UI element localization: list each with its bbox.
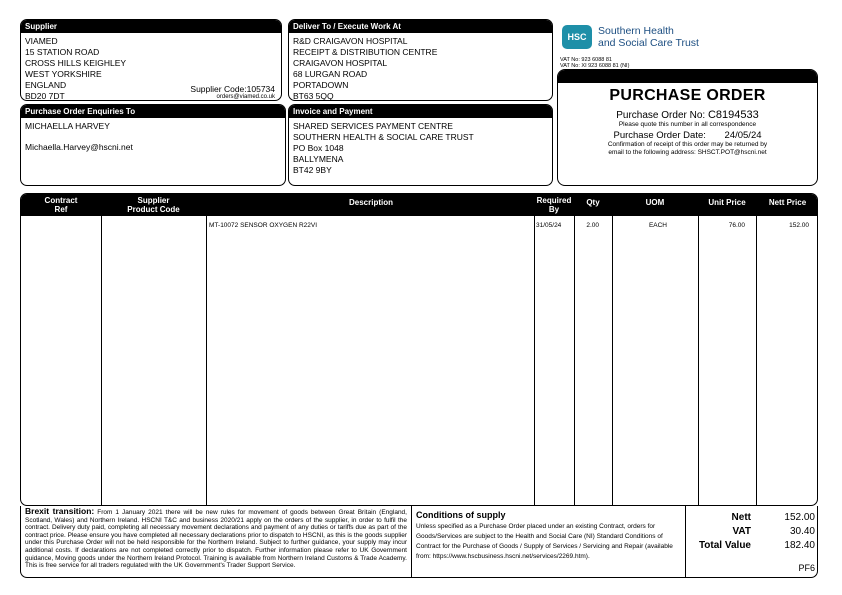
col-qty [574,198,612,207]
cell-nett-price: 152.00 [789,222,809,229]
brexit-notice [20,506,412,578]
cell-unit-price: 76.00 [728,222,745,229]
conditions-text: Unless specified as a Purchase Order placed under an existing Contract, orders for Goods/Services are subject to the Health and Social Care (NI) Standard Conditions of Contract for the Purchase of Goods / Supply of Services / Servicing and Repair (available from: https://www.hscbusiness.hscni.net/services/2269.htm). [416,523,673,560]
invoice-line: PO Box 1048 [293,143,344,153]
trust-name-line1: Southern Health [598,25,674,37]
nett-total-row [686,512,817,524]
col-label: Required [536,196,572,205]
enquiries-heading: Purchase Order Enquiries To [21,105,285,118]
conditions-title: Conditions of supply [416,510,506,520]
col-label: Product Code [127,205,180,214]
supplier-line: ENGLAND [25,80,67,90]
po-number-value: C8194533 [707,109,759,121]
brexit-title: Brexit transition: [25,506,95,516]
table-header [21,194,817,216]
po-email-note-1: Confirmation of receipt of this order may be returned by [607,141,768,148]
vat-row [686,526,817,538]
vat-label: VAT [732,526,751,537]
brexit-body: From 1 January 2021 there will be new rules for movement of goods between Great Britain (England, Scotland, Wales) and Northern Ireland. HSCNI T&C and business 2020/21 apply on the orders of the supplier, in order to fulfil the contract. Delivery duty paid, completing all necessary movement declarations and payment of any duties or tariffs due as part of the contract price. Please ensure you have completed all necessary declarations prior to dispatch to HSCNI, as this is the goods supplier under this Purchase Order will not be held responsible for the Northern Ireland. Subject to further guidance, your supply may incur additional costs. If declarations are not completed correctly prior to dispatch. Further information please refer to UK Government guidance, Moving goods under the Northern Ireland Protocol. Training is available from Northern Ireland Customs & Trade Academy. This is free service for all traders regulated with the UK Government's Trader Support Service. [25,509,407,570]
deliver-to-box [288,19,553,101]
deliver-address [289,33,552,101]
col-label: Ref [54,205,68,214]
col-label: Unit Price [708,198,746,207]
enquiries-email[interactable]: Michaella.Harvey@hscni.net [25,142,133,152]
supplier-box [20,19,282,101]
invoice-line: BALLYMENA [293,154,344,164]
col-label: Description [348,198,393,207]
col-label: By [548,205,560,214]
hsc-logo-icon: HSC [562,25,592,49]
column-divider [101,216,102,505]
totals-box [685,506,818,578]
invoice-heading: Invoice and Payment [289,105,552,118]
col-uom [612,198,698,207]
po-email-note-2: email to the following address: SHSCT.POT@hscni.net [608,149,767,156]
vat-number: VAT No: 923 6088 81 [560,57,612,63]
enquiries-box [20,104,286,186]
nett-value: 152.00 [784,512,815,523]
column-divider [574,216,575,505]
po-quote-note: Please quote this number in all correspondence [618,121,757,128]
po-title: PURCHASE ORDER [609,87,766,104]
supplier-line: BD20 7DT [25,91,65,101]
col-contract-ref [21,196,101,214]
supplier-line: CROSS HILLS KEIGHLEY [25,58,127,68]
deliver-line: PORTADOWN [293,80,349,90]
deliver-line: RECEIPT & DISTRIBUTION CENTRE [293,47,438,57]
total-value-row [686,540,817,552]
invoice-line: BT42 9BY [293,165,332,175]
col-product-code [101,196,206,214]
line-items-table [20,193,818,506]
invoice-address [289,118,552,179]
invoice-line: SHARED SERVICES PAYMENT CENTRE [293,121,453,131]
column-divider [698,216,699,505]
enquiries-name: MICHAELLA HARVEY [25,121,110,131]
supplier-line: 15 STATION ROAD [25,47,100,57]
col-label: Supplier [137,196,170,205]
trust-name-line2: and Social Care Trust [598,37,699,49]
nett-label: Nett [731,512,751,523]
col-required-by [534,196,574,214]
purchase-order-box [557,69,818,186]
supplier-email[interactable]: orders@viamed.co.uk [216,94,275,100]
deliver-heading: Deliver To / Execute Work At [289,20,552,33]
col-label: UOM [645,198,665,207]
invoice-line: SOUTHERN HEALTH & SOCIAL CARE TRUST [293,132,474,142]
cell-uom: EACH [648,222,667,229]
deliver-line: R&D CRAIGAVON HOSPITAL [293,36,408,46]
trust-name [598,25,699,49]
cell-description: MT-10072 SENSOR OXYGEN R22VI [209,222,318,229]
col-label: Contract [44,196,78,205]
conditions-of-supply [411,506,686,578]
deliver-line: 68 LURGAN ROAD [293,69,368,79]
vat-numbers [560,57,629,69]
supplier-line: WEST YORKSHIRE [25,69,102,79]
total-label: Total Value [698,540,751,551]
enquiries-body [21,118,285,156]
supplier-heading: Supplier [21,20,281,33]
po-number-label: Purchase Order No: [616,110,706,121]
total-value: 182.40 [784,540,815,551]
po-date-label: Purchase Order Date: [613,130,706,141]
vat-value: 30.40 [789,526,815,537]
brexit-text-block [21,506,411,572]
page-code: PF6 [798,563,815,573]
po-date [558,130,817,141]
cell-required-by: 31/05/24 [536,222,562,229]
cell-qty: 2.00 [586,222,599,229]
deliver-line: CRAIGAVON HOSPITAL [293,58,388,68]
col-nett-price [756,198,818,207]
vat-number-ni: VAT No: XI 923 6088 81 (NI) [560,63,630,69]
column-divider [534,216,535,505]
deliver-line: BT63 5QQ [293,91,334,101]
trust-logo [560,25,710,55]
column-divider [612,216,613,505]
po-number [558,109,817,121]
invoice-box [288,104,553,186]
supplier-code: Supplier Code:105734 [190,84,275,94]
col-description [206,198,536,207]
po-date-value: 24/05/24 [724,130,762,141]
po-header-bar [558,70,817,83]
column-divider [206,216,207,505]
col-label: Nett Price [768,198,807,207]
column-divider [756,216,757,505]
col-unit-price [698,198,756,207]
supplier-line: VIAMED [25,36,58,46]
col-label: Qty [586,198,600,207]
